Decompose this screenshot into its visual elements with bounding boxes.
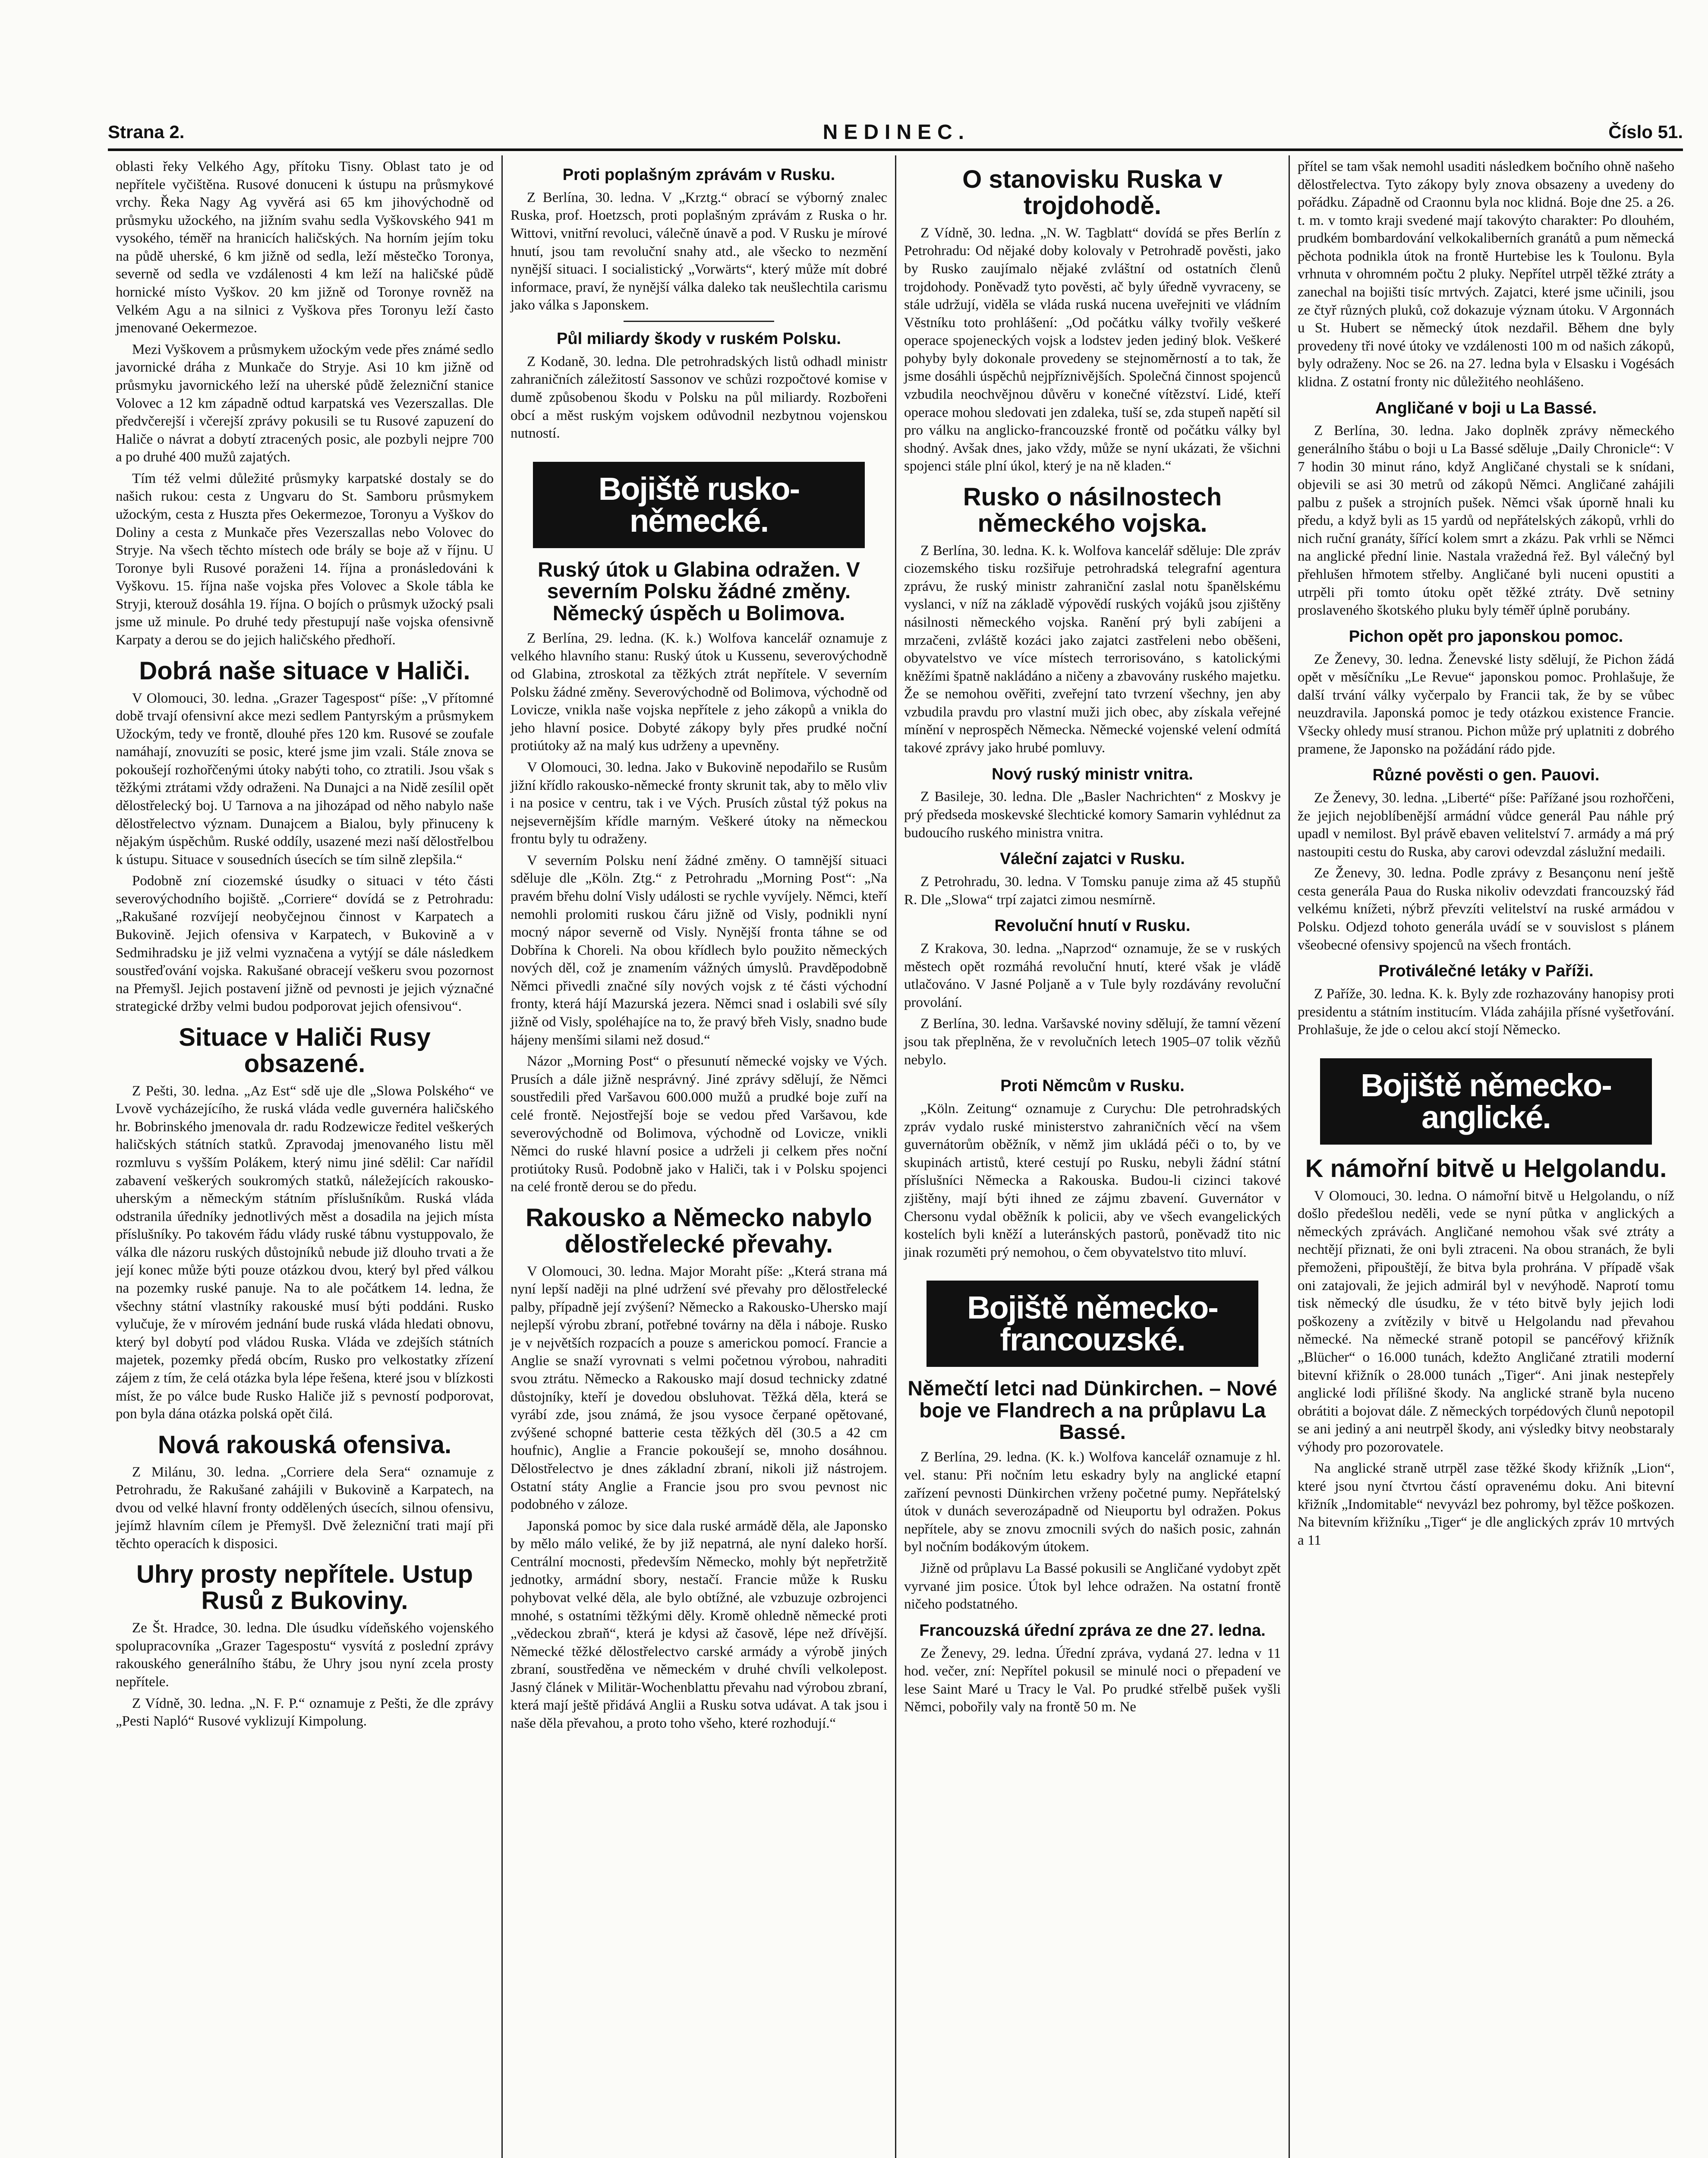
article-paragraph: Ze Ženevy, 30. ledna. Podle zprávy z Besançonu není ještě cesta generála Paua do Ruska nikoliv odevzdati francouzský řád velkému knížeti, nýbrž převzíti velitelství na ruské armádou v Polsku. Odjezd tohoto generála uvádí se v souvislost s plánem všeobecné ofensivy spojenců na všech frontách.	[1298, 865, 1674, 953]
page-number: Strana 2.	[108, 122, 185, 142]
headline-dobra-situace: Dobrá naše situace v Haliči.	[139, 656, 470, 685]
column-4	[1289, 155, 1682, 2158]
article-paragraph: Z Berlína, 29. ledna. (K. k.) Wolfova kancelář oznamuje z hl. vel. stanu: Při nočním letu eskadry byly na anglické etapní zařízení pevnosti Dünkirchen vrženy početné pumy. Nepřátelský útok v dunách severozápadně od Nieuportu byl odražen. Pokus nepřítele, aby se znovu zmocnili svých do našich posic, zahnán byl nočním bodákovým útokem.	[904, 1449, 1281, 1555]
article-paragraph: Ze Št. Hradce, 30. ledna. Dle úsudku vídeňského vojenského spolupracovníka „Grazer Tagespostu“ vysvítá z poslední zprávy rakouského generálního štábu, že Uhry jsou nyní zcela prosty nepřítele.	[116, 1620, 494, 1690]
article-paragraph: Z Paříže, 30. ledna. K. k. Byly zde rozhazovány hanopisy proti presidentu a státním institucím. Vláda zahájila přísné vyšetřování. Prohlašuje, že jde o celou akcí stojí Německo.	[1298, 986, 1674, 1038]
headline-pul-miliardy: Půl miliardy škody v ruském Polsku.	[557, 329, 841, 348]
article-paragraph: oblasti řeky Velkého Agy, přítoku Tisny. Oblast tato je od nepřítele vyčištěna. Rusové donuceni k ústupu na průsmykové vrchy. Řeka Nagy Ag vyvěrá asi 65 km jihovýchodně od průsmyku užockého, na jižním svahu sedla Vyškovského 941 m vysokého, téměř na hranicích haličských. Na horním jejím toku na půdě uherské, 6 km jižně od sedla, leží městečko Toronya, severně od sedla ve vzdálenosti 4 km leží na haličské půdě hornické místo Vyškov. 20 km jižně od Toronye rovněž na Velkém Agu a na silnici z Vyškova přes Toronyu leží často jmenované Oekermezoe.	[116, 159, 494, 336]
article-paragraph: Názor „Morning Post“ o přesunutí německé vojsky ve Vých. Prusích a dále jižně nesprávný. Jiné zprávy sdělují, že Němci soustředili před Varšavou 600.000 mužů a prudké boje zuří na celé frontě. Nejostřejší boje se vedou před Varšavou, kde severovýchodně od Bolimova, východně od Lovicze, vnikli Němci do ruské hlavní posice a udrželi ji celkem přes noční protiútoky Rusů. Podobně jako v Haliči, tak i v Polsku spojenci na celé frontě derou se do předu.	[511, 1054, 887, 1195]
article-paragraph: Z Basileje, 30. ledna. Dle „Basler Nachrichten“ z Moskvy je prý předseda moskevské šlechtické komory Samarin vyhlédnut za budoucího ruského ministra vnitra.	[904, 789, 1281, 841]
article-paragraph: Z Petrohradu, 30. ledna. V Tomsku panuje zima až 45 stupňů R. Dle „Slowa“ trpí zajatci zimou nesmírně.	[904, 874, 1281, 908]
article-paragraph: Z Vídně, 30. ledna. „N. F. P.“ oznamuje z Pešti, že dle zprávy „Pesti Napló“ Rusové vyklizují Kimpolung.	[116, 1695, 494, 1729]
article-paragraph: Ze Ženevy, 30. ledna. „Liberté“ píše: Pařížané jsou rozhořčeni, že jejich nejoblíbenější armádní vůdce generál Pau náhle prý upadl v nemilost. Byl právě ebaven velitelství 7. armády a má prý nastoupiti cestu do Ruska, aby carovi odevzdal záslužní medaili.	[1298, 790, 1674, 860]
article-paragraph: Jižně od průplavu La Bassé pokusili se Angličané vydobyt zpět vyrvané jim posice. Útok byl lehce odražen. Na ostatní frontě ničeho podstatného.	[904, 1560, 1281, 1612]
article-paragraph: Mezi Vyškovem a průsmykem užockým vede přes známé sedlo javornické dráha z Munkače do Stryje. Asi 10 km jižně od průsmyku javornického leží na uherské půdě železniční stanice Volovec a 12 km západně odtud karpatská ves Vezerszallas. Dle předvčerejší i včerejší zprávy pokusili se tu Rusové zapuzení do Haliče o návrat a dobytí ztracených posic, ale pozbyli nejpre 700 a po druhé 400 mužů zajatých.	[116, 341, 494, 465]
headline-pichon: Pichon opět pro japonskou pomoc.	[1349, 627, 1623, 646]
column-1	[108, 155, 501, 2158]
issue-number: Číslo 51.	[1608, 122, 1683, 142]
headline-delostrelecka-prevaha: Rakousko a Německo nabylo dělostřelecké převahy.	[526, 1203, 872, 1258]
article-paragraph: V severním Polsku není žádné změny. O tamnější situaci sděluje dle „Köln. Ztg.“ z Petrohradu „Morning Post“: „Na pravém břehu dolní Visly události se rychle vyvíjely. Němci, kteří nemohli prolomiti ruskou čáru jižně od Visly, podnikli nyní mocný nápor severně od Visly. Nynější fronta táhne se od Dobřína k Choreli. Na obou křídlech bylo použito německých nových děl, což je znamením vážných úmyslů. Pravděpodobně Němci přivedli značné síly nových vojsk z té části východní fronty, která hájí Mazurská jezera. Němci snad i oslabili své síly jižně od Visly, spoléhajíce na to, že pravý břeh Visly, snadno bude hájeny menšími silami než dosud.“	[511, 852, 887, 1048]
section-banner-nemecko-anglicke: Bojiště německo-anglické.	[1320, 1058, 1651, 1145]
column-3	[895, 155, 1289, 2158]
article-paragraph: Tím též velmi důležité průsmyky karpatské dostaly se do našich rukou: cesta z Ungvaru do St. Samboru průsmykem užockým, cesta z Huszta přes Oekermezoe, Toronyu a Vyškov do Doliny a cesta z Munkače přes Vezerszallas nebo Volovec do Stryje. Na všech těchto místech ode brály se boje až v říjnu. U Toronye byli Rusové poraženi 14. října a pronásledováni k Vyškovu. 15. října naše vojska přes Volovec a Skole tábla ke Stryji, kterouž dosáhla 19. října. O bojích o průsmyk užocký psali jsme už minule. Po druhé tedy přestupují naše vojska ofensivně Karpaty a derou se do jejich haličského předhoří.	[116, 470, 494, 648]
headline-poplasne-zpravy: Proti poplašným zprávám v Rusku.	[562, 166, 835, 184]
headline-nemecti-letci: Němečtí letci nad Dünkirchen. – Nové boje ve Flandrech a na průplavu La Bassé.	[908, 1377, 1277, 1444]
article-paragraph: Z Berlína, 29. ledna. (K. k.) Wolfova kancelář oznamuje z velkého hlavního stanu: Ruský útok u Kussenu, severovýchodně od Glabina, ztroskotal za těžkých ztrát nepřítele. V severním Polsku žádné změny. Severovýchodně od Bolimova, východně od Lovicze, vnikla naše vojska nepřítele z jeho zákopů a vnikla do jeho hlavní posice. Dobyté zákopy byly přes prudké noční protiútoky až na malý kus udrženy a upevněny.	[511, 630, 887, 754]
article-paragraph: „Köln. Zeitung“ oznamuje z Curychu: Dle petrohradských zpráv vydalo ruské ministerstvo zahraničních věcí na všem guvernátorům oběžník, v němž jim ukládá péči o to, by ve skupinách artistů, které cestují po Rusku, nebyli žádní státní příslušníci Německa a Rakouska. Budou-li cizinci takové zjištěny, mají býti ihned ze zájmu zbavení. Guvernátor v Chersonu vydal oběžník k policii, aby ve všech evangelických kostelích byli kněží a luteránských pastorů, poněvadž tito nic jinak rozuměti prý nemohou, o čem obyvatelstvo tito mluví.	[904, 1101, 1281, 1260]
headline-rusko-nasilnosti: Rusko o násilnostech německého vojska.	[963, 483, 1222, 537]
article-paragraph: Ze Ženevy, 30. ledna. Ženevské listy sdělují, že Pichon žádá opět v měsíčníku „Le Revue“ japonskou pomoc. Prohlašuje, že další trvání války vyčerpalo by Francii tak, že by se vůbec neuzdravila. Japonská pomoc je tedy otázkou existence Francie. Všecky ohledy musí stranou. Pichon může prý uplatniti z dobrého pramene, že Japonsko na požádání rádo pjde.	[1298, 651, 1674, 757]
article-paragraph: Z Kodaně, 30. ledna. Dle petrohradských listů odhadl ministr zahraničních záležitostí Sassonov ve schůzi rozpočtové komise v dumě způsobenou škodu v Polsku na půl miliardy. Rozbořeni obcí a měst ruským vojskem odůvodnil nezbytnou vojenskou nutností.	[511, 353, 887, 442]
headline-proti-nemcum: Proti Němcům v Rusku.	[1000, 1077, 1185, 1095]
article-paragraph: Japonská pomoc by sice dala ruské armádě děla, ale Japonsko by mělo málo veliké, že by již nepatrná, ale nyní daleko horší. Centrální mocnosti, především Německo, mohly být nepřetržitě jednotky, armádní sbory, nestačí. Francie může k Rusku pohybovat velké děla, ale bylo obtížné, ale vzbuzuje ozbrojenci mnohé, s ostatními těžkými děly. Kromě ohledně německé proti „vědeckou zbraň“, která je kdysi až časově, lépe než dřívější. Německé těžké dělostřelectvo carské armády a výrobě jiných zbraní, soustředěna ve německém v druhé chvíli velkolepost. Jasný článek v Militär-Wochenblattu převahu nad výrobou zbraní, která mají ještě přidává Anglii a Rusku sotva udávat. A tak jsou i naše děla převahou, a proto toho všeho, které rozhodují.“	[511, 1518, 887, 1732]
newspaper-title: NEDINEC.	[822, 120, 971, 144]
section-banner-rusko-nemecke: Bojiště rusko-německé.	[533, 462, 864, 548]
headline-novy-ministr: Nový ruský ministr vnitra.	[992, 765, 1193, 783]
headline-nova-ofensiva: Nová rakouská ofensiva.	[158, 1430, 452, 1459]
separator	[624, 321, 774, 322]
headline-francouzska-zprava: Francouzská úřední zpráva ze dne 27. ledna.	[919, 1621, 1266, 1640]
headline-helgoland: K námořní bitvě u Helgolandu.	[1305, 1154, 1667, 1183]
article-paragraph: Ze Ženevy, 29. ledna. Úřední zpráva, vydaná 27. ledna v 11 hod. večer, zní: Nepřítel pokusil se minulé noci o přepadení ve lese Saint Maré u Tracy le Val. Po prudké střelbě pušek vyšli Němci, pobořily valy na frontě 50 m. Ne	[904, 1645, 1281, 1715]
article-columns	[108, 155, 1683, 2158]
headline-rusky-utok: Ruský útok u Glabina odražen. V severním Polsku žádné změny. Německý úspěch u Bolimova.	[538, 558, 860, 625]
page-header	[108, 119, 1683, 145]
article-paragraph: V Olomouci, 30. ledna. Major Moraht píše: „Která strana má nyní lepší naději na plné udržení své převahy pro dělostřelecké palby, případně její zvýšení? Německo a Rakousko-Uhersko mají nejlepší výrobu zbraní, potřebné továrny na děla i náboje. Rusko je v největších rozpacích a pouze s americkou pomocí. Francie a Anglie se snaží vyrovnati s velmi početnou výrobou, nahraditi svou ztrátu. Německo a Rakousko mají dosud technicky zdatné důstojníky, kteří je dovedou obsluhovat. Těžká děla, která se vyrábí zde, jsou známá, že jsou vysoce čerpané opětované, zvýšené schopné batterie cesta těžkých děl (30.5 a 42 cm houfnic), Anglie a Francie pokoušejí se, mnoho dosáhnou. Dělostřelectvo je dnes základní zbraní, nikoli již nástrojem. Ostatní státy Anglie a Francie jsou pro svou pevnost nic podobného v záloze.	[511, 1263, 887, 1513]
article-paragraph: Z Milánu, 30. ledna. „Corriere dela Sera“ oznamuje z Petrohradu, že Rakušané zahájili v Bukovině a Karpatech, na dvou od velké hlavní fronty oddělených úsecích, silnou ofensivu, jejímž hlavním cílem je Přemyšl. Dvě železniční trati mají při těchto operacích k disposici.	[116, 1464, 494, 1552]
header-rule	[108, 148, 1683, 151]
article-paragraph: Z Berlína, 30. ledna. Jako doplněk zprávy německého generálního štábu o boji u La Bassé sděluje „Daily Chronicle“: V 7 hodin 30 minut ráno, když Angličané chystali se k snídani, objevili se asi 30 metrů od zákopů Němci. Angličané zahájili palbu z pušek a strojních pušek. Němci však úporně hnali ku předu, a když byli as 15 yardů od nepřátelských zákopů, vrhli do nich ruční granáty, šířící kolem smrt a zkázu. Pak vrhli se Němci na anglické přední linie. Nastala vražedná řež. Byl válečný byl přehlušen hřmotem střelby. Angličané byli nuceni opustiti a utrpěli při tomto útoku opět těžké ztráty. Dvě setniny proslaveného škotského pluku byly téměř úplně porubány.	[1298, 423, 1674, 618]
headline-stanovisko-ruska: O stanovisku Ruska v trojdohodě.	[962, 165, 1223, 220]
article-paragraph: Z Pešti, 30. ledna. „Az Est“ sdě uje dle „Slowa Polského“ ve Lvově vycházejícího, že ruská vláda vedle guvernéra haličského hr. Bobrinského jmenovala dr. radu Rodzewicze ředitel veškerých haličských státních statků. Zpravodaj jmenovaného listu měl rozmluvu s vyšším Polákem, který nimu jiné sdělil: Car nařídil zabavení veškerých soukromých statků, náležejících rakousko-uherským a německým státním příslušníkům. Ruská vláda odstranila úředníky jednotlivých měst a dosadila na jejich místa příslušníky. Po takovém řádu vlády ruské tábnu vystuppovalo, že válka dle názoru ruských důstojníků nebude již dlouho trvati a že její konec může býti pouze otázkou dvou, který byl před válkou na pozemky ruské panuje. Na to ale počátkem 14. ledna, že všechny státní vlastníky rakouské musí býti poddáni. Rusko vylučuje, že v mírovém jednání bude ruská vláda hledati obnovu, který byl dobytí pod vládou Ruska. Vláda ve zdejších státních majetek, pozemky předá obcím, Rusko pro velkostatky zřízení zájem z tím, že celá otázka byla lépe řešena, které jsou v blízkosti míst, že po válce bude Rusko Haliče již s pevností podporovat, pon byla dána otázka polská opět čilá.	[116, 1083, 494, 1422]
headline-situace-halic: Situace v Haliči Rusy obsazené.	[179, 1023, 431, 1078]
article-paragraph: Podobně zní ciozemské úsudky o situaci v této části severovýchodního bojiště. „Corriere“ dovídá se z Petrohradu: „Rakušané rozvíjejí neobyčejnou činnost v Karpatech a Bukovině. Jejich ofensiva v Karpatech, v Bukovině a v Sedmihradsku je již velmi vyznačena a vytýjí se dále následkem soustřeďování vojska. Rakušané obracejí veškeru svou pozornost na Přemyšl. Jejich postavení jižně od pevnosti je jejich význačné strategické držby velmi budou podporovat jejich ofensivou“.	[116, 873, 494, 1015]
article-paragraph: V Olomouci, 30. ledna. O námořní bitvě u Helgolandu, o níž došlo předešlou neděli, vede se nyní půtka v anglických a německých zprávách. Angličané nemohou však své ztráty a nechtějí přiznati, že oni byli ztraceni. Na obou stranách, že byli přemoženi, připouštějí, že bitva byla prohrána. V případě však oni zatajovali, že jejich admirál byl v nevýhodě. Naprotí tomu tisk německý dle úsudku, že v této bitvě byly jejich lodi poškozeny a zvítězily v bitvě u Helgolandu nad převahou německé. Na německé straně potopil se pancéřový křižník „Blücher“ o 16.000 tunách, kdežto Angličané ztratili moderní bitevní křižník o 28.000 tunách „Tiger“. Ani jinak nestepřely anglické lodi přílišné škody. Na anglické straně byla nuceno obrátiti a bojovat dále. Z německých torpédových člunů nepotopil se ani jediný a ani neutrpěl škody, ani výsledky bitvy neobstaraly výhody pro pozorovatele.	[1298, 1188, 1674, 1455]
column-2	[501, 155, 895, 2158]
article-paragraph: V Olomouci, 30. ledna. Jako v Bukovině nepodařilo se Rusům jižní křídlo rakousko-německé fronty skrunit tak, aby to mělo vliv i na posice v centru, tak i ve Vých. Prusích zůstal týž pokus na nejsevernějším křídle marným. Veškeré útoky na německou frontu byly tu odraženy.	[511, 759, 887, 847]
headline-uhry-prosty: Uhry prosty nepřítele. Ustup Rusů z Bukoviny.	[136, 1560, 473, 1615]
article-paragraph: Na anglické straně utrpěl zase těžké škody křižník „Lion“, které jsou nyní čtvrtou částí opravenému doku. Ani bitevní křižník „Indomitable“ nevyvázl bez pohromy, byl těžce poškozen. Na bitevním křižníku „Tiger“ je dle anglických zpráv 10 mrtvých a 11	[1298, 1461, 1674, 1548]
article-paragraph: Z Vídně, 30. ledna. „N. W. Tagblatt“ dovídá se přes Berlín z Petrohradu: Od nějaké doby kolovaly v Petrohradě pověsti, jako by Rusko zaujímalo nějaké zvláštní od ostatních členů trojdohody. Poněvadž tyto pověsti, ač byly úředně vyvraceny, se stále udržují, viděla se vláda ruská nucena uveřejniti ve vládním Věstníku toto prohlášení: „Od počátku války tvořily veškeré operace spojeneckých vojsk a lodstev jeden jediný blok. Veškeré pohyby byly dokonale provedeny se stejnoměrností a to tak, že jsme dosáhli úspěchů nejpříznivějších. Společná činnost spojenců vzbudila neochvějnou důvěru v konečné vítězství. Lidé, kteří operace mohou sledovati jen zdaleka, tuší se, zda stupeň napětí sil pro válku na anglicko-francouzské frontě od počátku války byl shodný. Avšak dnes, jako vždy, může se nyní ukázati, že všichni spojenci stále plní úkol, který je na ně kladen.“	[904, 225, 1281, 474]
headline-revolucni-hnuti: Revoluční hnutí v Rusku.	[994, 917, 1191, 935]
section-banner-nemecko-francouzske: Bojiště německo-francouzské.	[926, 1281, 1258, 1367]
headline-protivalecne-letaky: Protiválečné letáky v Paříži.	[1378, 962, 1594, 981]
article-paragraph: Z Berlína, 30. ledna. K. k. Wolfova kancelář sděluje: Dle zpráv ciozemského tisku rozšiřuje petrohradská telegrafní agentura zprávu, že ruský ministr zahraniční zaslal notu španělskému vyslanci, v níž na základě výpovědí ruských vojáků jsou zjištěny násilnosti německého vojska. Ranění prý byli zabíjeni a mrzačeni, zvláště kozáci jako zajatci zastřeleni nebo oběšeni, obyvatelstvo ve více místech terrorisováno, s katolickými kněžími špatně nakládáno a ničeny a zbavovány ruského majetku. Že se nemohou ověřiti, zveřejní tato tvrzení všechny, jen aby vzbudila pravdu pro vlastní muži jich obec, aby získala veřejné mínění v neprospěch Německa. Německé vojenské velení odmítá takové zprávy jako hrubé pomluvy.	[904, 543, 1281, 756]
article-paragraph: Z Berlína, 30. ledna. Varšavské noviny sdělují, že tamní vězení jsou tak přeplněna, že v revolučních letech 1905–07 tolik vězňů nebylo.	[904, 1016, 1281, 1068]
headline-anglicane-la-basse: Angličané v boji u La Bassé.	[1375, 399, 1597, 417]
headline-gen-pau: Různé pověsti o gen. Pauovi.	[1372, 766, 1600, 785]
article-paragraph: přítel se tam však nemohl usaditi následkem bočního ohně našeho dělostřelectva. Tyto zákopy byly znova obsazeny a uvedeny do pořádku. Západně od Craonnu byla noc klidná. Boje dne 25. a 26. t. m. v tomto kraji svedené mají takovýto charakter: Po dlouhém, prudkém bombardování velkokaliberních granátů a pum německá pěchota podnikla útok na frontě Hurtebise les k Toulonu. Byla vrhnuta v ohromném počtu 2 pluky. Nepřítel utrpěl těžké ztráty a zanechal na bojišti tisíc mrtvých. Zajatci, které jsme učinili, jsou ze čtyř různých pluků, což dokazuje význam útoku. V Argonnách u St. Hubert se německý útok nezdařil. Během dne byly provedeny tři nové útoky ve vzdálenosti 100 m od našich zákopů, byly odraženy. Noc se 26. na 27. ledna byla v Elsasku i Vogésách klidna. Z ostatní fronty nic důležitého neohlášeno.	[1298, 159, 1674, 390]
headline-valecni-zajatci: Váleční zajatci v Rusku.	[1000, 850, 1185, 868]
article-paragraph: V Olomouci, 30. ledna. „Grazer Tagespost“ píše: „V přítomné době trvají ofensivní akce mezi sedlem Pantyrským a průsmykem Užockým, tedy ve frontě, dlouhé přes 120 km. Rusové se zoufale namáhají, znovuzíti se posic, které jsme jim vzali. Stále znova se pokoušejí rozhořčenými útoky nabýti toho, co ztratili. Jsou však s těžkými ztrátami vždy odraženi. Na Dunajci a na Nidě zesílil opět dělostřelecký boj. U Tarnova a na jihozápad od něho nabylo naše dělostřelectvo význam. Dunajcem a Bialou, byly přinuceny k nějakým úspěchům. Ruské oddíly, usazené mezi naší dělostřelbou k ústupu. Situace v sousedních úsecích se tím silně zlepšila.“	[116, 690, 494, 868]
article-paragraph: Z Krakova, 30. ledna. „Naprzod“ oznamuje, že se v ruských městech opět rozmáhá revoluční hnutí, které však je vládě utlačováno. V Jasné Poljaně a v Tule byly rozdávány revoluční provolání.	[904, 941, 1281, 1010]
article-paragraph: Z Berlína, 30. ledna. V „Krztg.“ obrací se výborný znalec Ruska, prof. Hoetzsch, proti poplašným zprávám z Ruska o hr. Wittovi, vnitřní revoluci, válečně únavě a pod. V Rusku je mírové hnutí, jsou tam revoluční snahy atd., ale všecko to nezmění nynější situaci. I socialistický „Vorwärts“, který může mít dobré informace, praví, že nynější válka daleko tak neušlechtila carismu jako válka s Japonskem.	[511, 189, 887, 313]
